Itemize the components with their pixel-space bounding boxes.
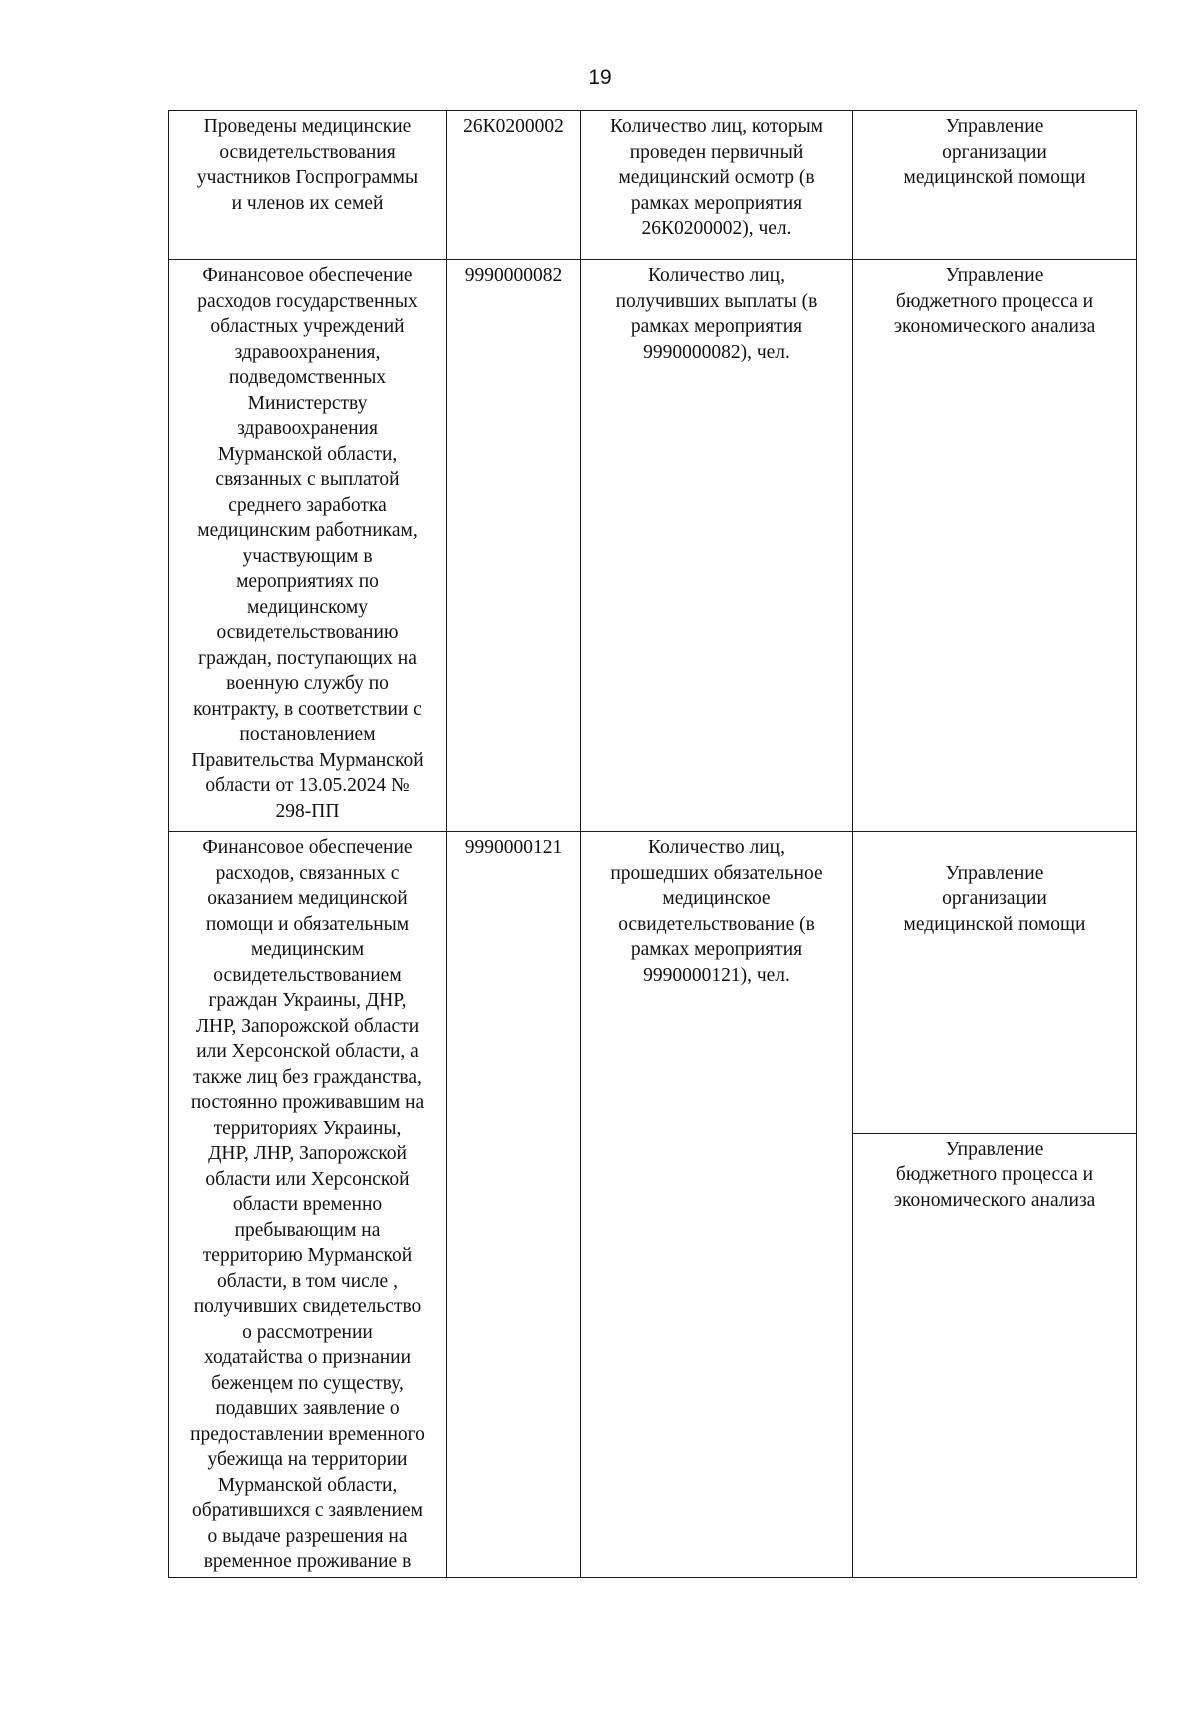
measure-description-cell: Финансовое обеспечение расходов, связанных с оказанием медицинской помощи и обязательным медицинским освидетельствованием граждан Украины, ДНР, ЛНР, Запорожской области или Херсонской области, а также лиц без гражданства, постоянно проживавшим на территориях Украины, ДНР, ЛНР, Запорожской области или Херсонской области временно пребывающим на территорию Мурманской области, в том числе , получивших свидетельство о рассмотрении ходатайства о признании беженцем по существу, подавших заявление о предоставлении временного убежища на территории Мурманской области, обратившихся с заявлением о выдаче разрешения на временное проживание в bbox=[169, 832, 447, 1578]
measures-table bbox=[168, 110, 1137, 1578]
responsible-department-top: Управление организации медицинской помощи bbox=[853, 858, 1136, 1134]
measure-code-cell: 9990000082 bbox=[447, 260, 581, 832]
table-row bbox=[169, 111, 1137, 260]
indicator-cell: Количество лиц, прошедших обязательное медицинское освидетельствование (в рамках мероприятия 9990000121), чел. bbox=[581, 832, 853, 1578]
table-row bbox=[169, 832, 1137, 1578]
page-number: 19 bbox=[588, 66, 612, 89]
responsible-department-cell: Управление бюджетного процесса и экономического анализа bbox=[853, 260, 1137, 832]
measure-code-cell: 26К0200002 bbox=[447, 111, 581, 260]
department-split bbox=[853, 858, 1136, 1603]
measure-description-cell: Проведены медицинские освидетельствования участников Госпрограммы и членов их семей bbox=[169, 111, 447, 260]
responsible-department-bottom: Управление бюджетного процесса и экономического анализа bbox=[893, 1138, 1096, 1211]
table-row bbox=[169, 260, 1137, 832]
measure-description-cell: Финансовое обеспечение расходов государственных областных учреждений здравоохранения, подведомственных Министерству здравоохранения Мурманской области, связанных с выплатой среднего заработка медицинским работникам, участвующим в мероприятиях по медицинскому освидетельствованию граждан, поступающих на военную службу по контракту, в соответствии с постановлением Правительства Мурманской области от 13.05.2024 № 298-ПП bbox=[169, 260, 447, 832]
measure-code-cell: 9990000121 bbox=[447, 832, 581, 1578]
indicator-cell: Количество лиц, получивших выплаты (в рамках мероприятия 9990000082), чел. bbox=[581, 260, 853, 832]
responsible-department-cell bbox=[853, 832, 1137, 1578]
responsible-department-cell: Управление организации медицинской помощи bbox=[853, 111, 1137, 260]
indicator-cell: Количество лиц, которым проведен первичный медицинский осмотр (в рамках мероприятия 26К0200002), чел. bbox=[581, 111, 853, 260]
